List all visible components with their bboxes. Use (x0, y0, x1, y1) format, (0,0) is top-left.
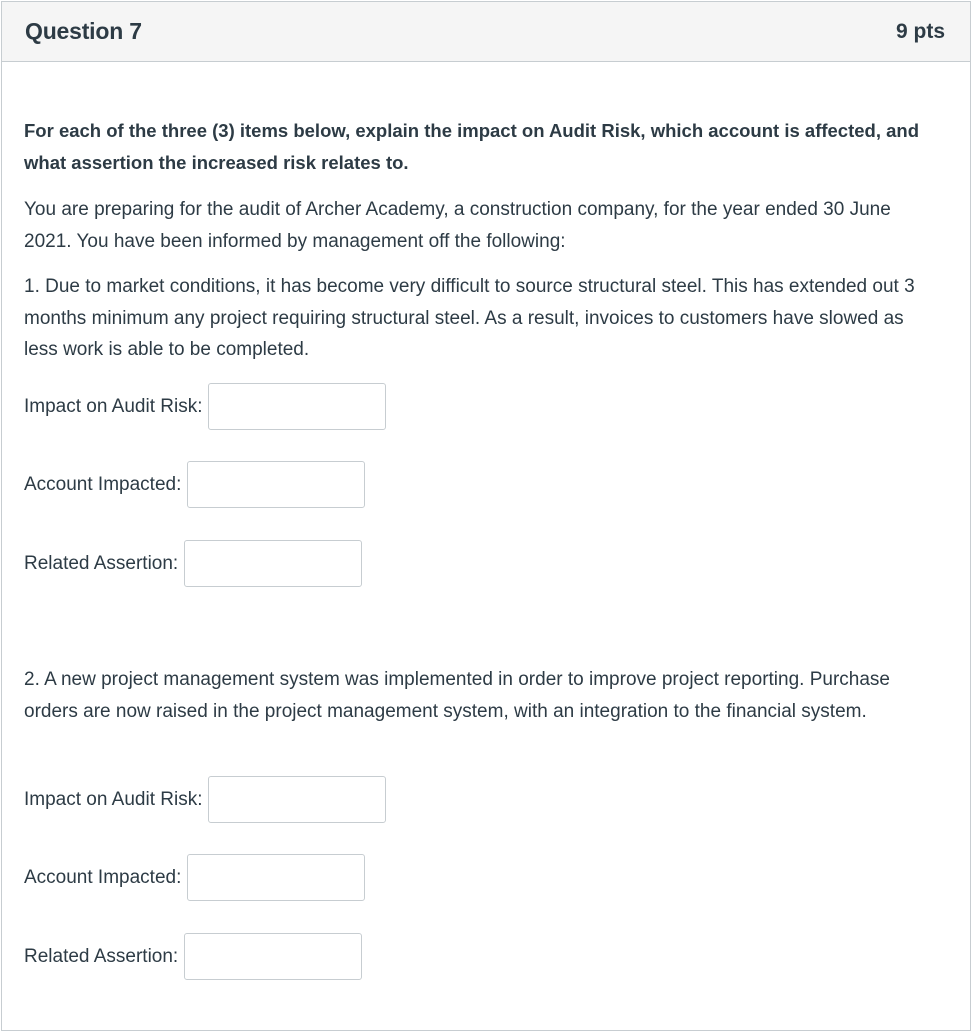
assertion-label: Related Assertion: (24, 945, 179, 967)
account-label: Account Impacted: (24, 866, 182, 888)
item-2-assertion-row (24, 932, 362, 981)
question-header (2, 2, 970, 62)
assertion-label: Related Assertion: (24, 552, 179, 574)
item-1-account-input[interactable] (187, 461, 365, 508)
item-1-assertion-row (24, 539, 362, 588)
item-2-account-input[interactable] (187, 854, 365, 901)
instructions-text: For each of the three (3) items below, explain the impact on Audit Risk, which account is affected, and what assertion the increased risk relates to. (24, 120, 920, 173)
account-label: Account Impacted: (24, 473, 182, 495)
impact-label: Impact on Audit Risk: (24, 788, 203, 810)
impact-label: Impact on Audit Risk: (24, 395, 203, 417)
scenario-text: You are preparing for the audit of Archer Academy, a construction company, for the year ended 30 June 2021. You have been informed by management off the following: (24, 199, 891, 252)
item-2-text: 2. A new project management system was implemented in order to improve project reporting. Purchase orders are now raised in the project management system, with an integration to the financial system. (24, 669, 890, 722)
item-2-assertion-input[interactable] (184, 933, 362, 980)
item-2-impact-row (24, 775, 386, 824)
item-1-impact-row (24, 382, 386, 431)
item-1-impact-input[interactable] (208, 383, 386, 430)
item-2-account-row (24, 853, 365, 902)
question-points: 9 pts (895, 20, 945, 43)
item-1-account-row (24, 460, 365, 509)
item-1-assertion-input[interactable] (184, 540, 362, 587)
item-1-text: 1. Due to market conditions, it has become very difficult to source structural steel. This has extended out 3 months minimum any project requiring structural steel. As a result, invoices to customers have slowed as less work is able to be completed. (24, 276, 915, 360)
question-title: Question 7 (25, 18, 142, 44)
item-2-impact-input[interactable] (208, 776, 386, 823)
